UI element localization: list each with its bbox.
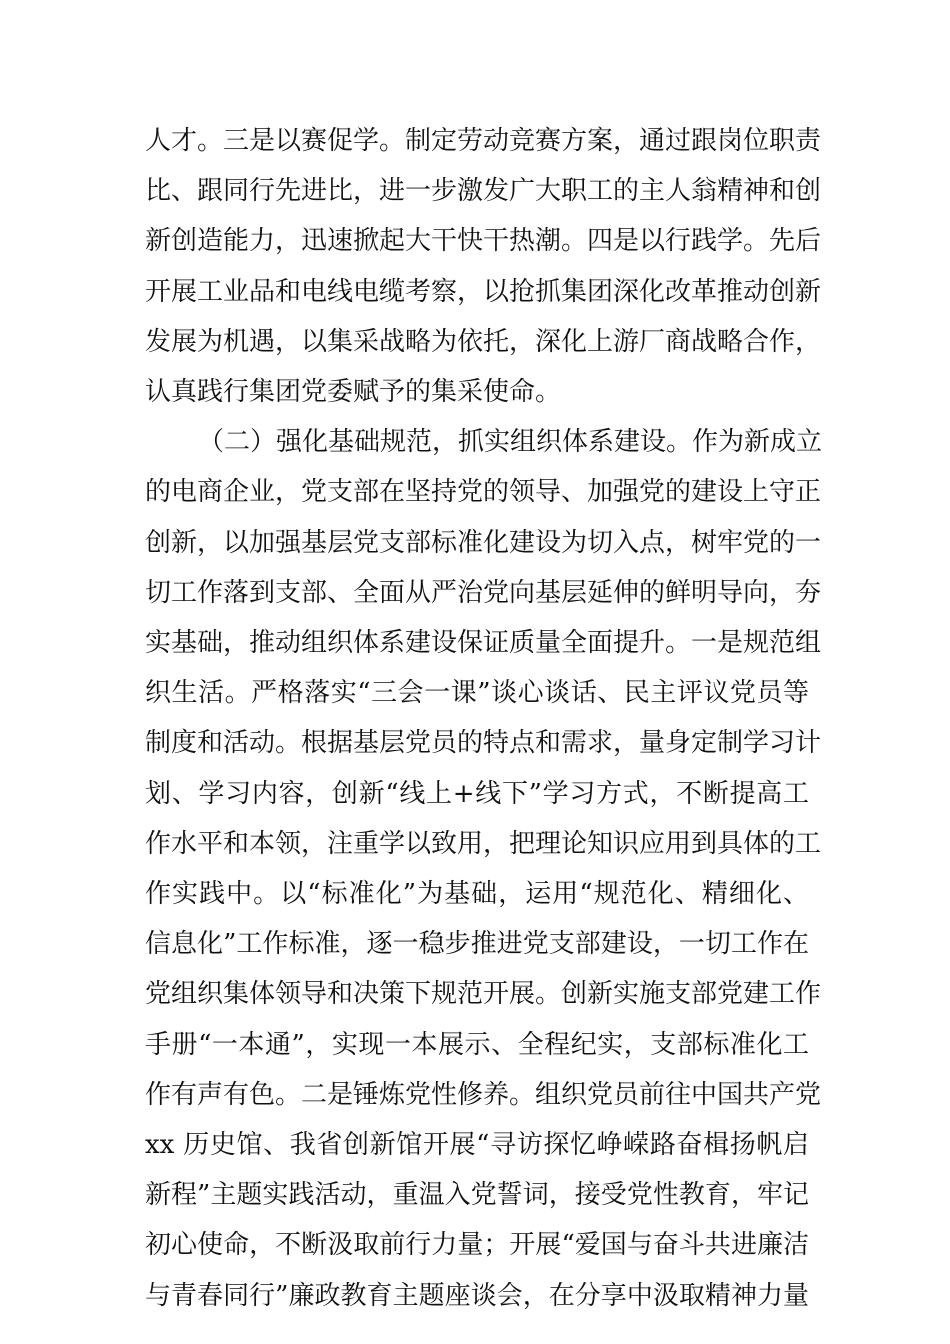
text-line: 比、跟同行先进比，进一步激发广大职工的主人翁精神和创 xyxy=(145,176,822,207)
text-line: 织生活。严格落实“三会一课”谈心谈话、民主评议党员等 xyxy=(145,678,809,709)
text-line: 党组织集体领导和决策下规范开展。创新实施支部党建工作 xyxy=(145,979,822,1010)
text-line: 的电商企业，党支部在坚持党的领导、加强党的建设上守正 xyxy=(145,477,822,508)
text-line: 新创造能力，迅速掀起大干快干热潮。四是以行践学。先后 xyxy=(145,226,822,257)
text-line: 信息化”工作标准，逐一稳步推进党支部建设，一切工作在 xyxy=(145,929,809,960)
text-line: 与青春同行”廉政教育主题座谈会，在分享中汲取精神力量 xyxy=(145,1280,809,1311)
text-line: 划、学习内容，创新“线上+线下”学习方式，不断提高工 xyxy=(145,778,809,809)
text-line: 实基础，推动组织体系建设保证质量全面提升。一是规范组 xyxy=(145,628,822,658)
text-line: 新程”主题实践活动，重温入党誓词，接受党性教育，牢记 xyxy=(145,1180,809,1211)
text-line: 作水平和本领，注重学以致用，把理论知识应用到具体的工 xyxy=(145,828,822,859)
text-line: 手册“一本通”，实现一本展示、全程纪实，支部标准化工 xyxy=(145,1029,809,1060)
text-line: 人才。三是以赛促学。制定劳动竞赛方案，通过跟岗位职责 xyxy=(145,126,822,156)
text-line: 切工作落到支部、全面从严治党向基层延伸的鲜明导向，夯 xyxy=(145,577,822,608)
text-line: xx 历史馆、我省创新馆开展“寻访探忆峥嵘路奋楫扬帆启 xyxy=(145,1130,809,1160)
text-line: 开展工业品和电线电缆考察，以抢抓集团深化改革推动创新 xyxy=(145,276,822,307)
text-line: 初心使命，不断汲取前行力量；开展“爱国与奋斗共进廉洁 xyxy=(145,1230,809,1261)
text-line: 作实践中。以“标准化”为基础，运用“规范化、精细化、 xyxy=(145,879,809,909)
section-heading-line: （二）强化基础规范，抓实组织体系建设。作为新成立 xyxy=(198,427,823,458)
text-line: 制度和活动。根据基层党员的特点和需求，量身定制学习计 xyxy=(145,728,822,759)
text-line: 创新，以加强基层党支部标准化建设为切入点，树牢党的一 xyxy=(145,527,822,558)
text-line: 发展为机遇，以集采战略为依托，深化上游厂商战略合作， xyxy=(145,326,822,357)
text-line: 认真践行集团党委赋予的集采使命。 xyxy=(145,377,562,407)
text-line: 作有声有色。二是锤炼党性修养。组织党员前往中国共产党 xyxy=(145,1079,822,1110)
